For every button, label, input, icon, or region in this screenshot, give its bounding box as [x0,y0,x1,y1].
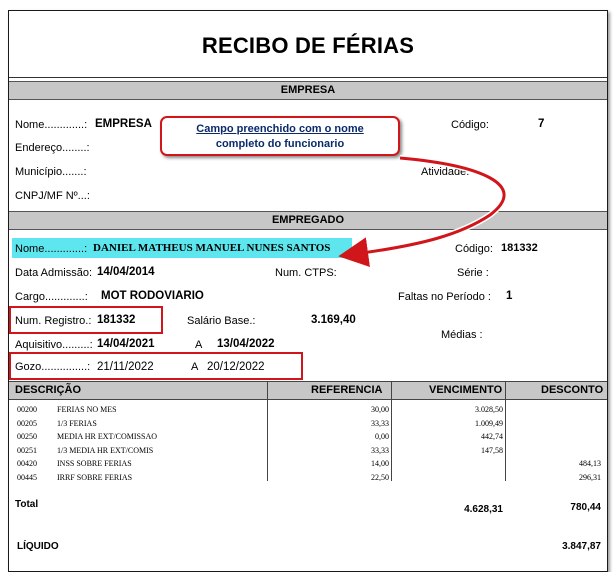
empresa-section-header: EMPRESA [9,81,607,100]
header-vencimento: VENCIMENTO [429,384,503,396]
row-vencimento: 147,58 [481,445,503,455]
row-code: 00445 [17,472,37,482]
medias-label: Médias : [441,329,483,341]
ctps-label: Num. CTPS: [275,267,337,279]
document-title: RECIBO DE FÉRIAS [201,33,415,58]
empresa-nome-value: EMPRESA [95,118,152,130]
aquisitivo-end: 13/04/2022 [217,338,275,350]
gozo-end: 20/12/2022 [207,361,265,373]
empregado-nome-label: Nome.............: [15,243,88,255]
row-referencia: 22,50 [371,472,389,482]
empresa-atividade-label: Atividade: [421,166,470,178]
row-referencia: 14,00 [371,459,389,468]
admissao-label: Data Admissão: [15,267,93,279]
header-desconto: DESCONTO [541,384,604,396]
row-desconto: 484,13 [579,459,601,468]
faltas-label: Faltas no Período : [398,291,491,303]
faltas-value: 1 [506,290,513,302]
callout-line-1: Campo preenchido com o nome [196,123,364,135]
row-referencia: 0,00 [375,432,389,441]
row-referencia: 33,33 [371,418,389,428]
row-code: 00420 [17,459,37,468]
total-label: Total [15,499,39,510]
row-code: 00251 [17,445,37,455]
cargo-label: Cargo.............: [15,291,88,303]
empregado-section-header: EMPREGADO [9,211,607,230]
row-code: 00200 [17,405,37,414]
empresa-codigo-label: Código: [451,119,489,131]
empresa-municipio-label: Município.......: [15,166,87,178]
salario-label: Salário Base.: [187,315,256,327]
aquisitivo-label: Aquisitivo.........: [15,339,93,351]
empresa-codigo-value: 7 [538,118,545,130]
liquido-value: 3.847,87 [562,541,601,552]
row-vencimento: 442,74 [481,432,503,441]
gozo-start: 21/11/2022 [97,361,154,373]
registro-label: Num. Registro.: [15,315,92,327]
empresa-nome-label: Nome.............: [15,119,88,131]
empregado-codigo-value: 181332 [501,242,538,254]
row-referencia: 30,00 [371,405,389,414]
gozo-label: Gozo...............: [15,361,91,373]
gozo-a-label: A [191,361,199,373]
row-code: 00250 [17,432,37,441]
aquisitivo-start: 14/04/2021 [97,338,155,350]
row-referencia: 33,33 [371,445,389,455]
header-referencia: REFERENCIA [311,384,383,396]
aquisitivo-a-label: A [195,339,203,351]
row-description: 1/3 FERIAS [57,418,97,428]
empresa-cnpj-label: CNPJ/MF Nº...: [15,190,90,202]
header-descricao: DESCRIÇÃO [15,384,82,396]
row-vencimento: 3.028,50 [475,405,503,414]
row-desconto: 296,31 [579,472,601,482]
row-description: 1/3 MEDIA HR EXT/COMIS [57,445,154,455]
liquido-label: LÍQUIDO [17,541,59,552]
row-description: FERIAS NO MES [57,405,117,414]
row-vencimento: 1.009,49 [475,418,503,428]
empresa-endereco-label: Endereço........: [15,142,90,154]
row-description: INSS SOBRE FERIAS [57,459,132,468]
empregado-codigo-label: Código: [455,243,493,255]
row-code: 00205 [17,418,37,428]
total-vencimento: 4.628,31 [464,504,503,515]
admissao-value: 14/04/2014 [97,266,155,278]
serie-label: Série : [457,267,489,279]
empregado-nome-value: DANIEL MATHEUS MANUEL NUNES SANTOS [93,242,331,254]
callout-line-2: completo do funcionario [215,138,345,150]
registro-value: 181332 [97,314,136,326]
salario-value: 3.169,40 [311,314,356,326]
total-desconto: 780,44 [570,502,601,513]
row-description: IRRF SOBRE FERIAS [57,472,133,482]
cargo-value: MOT RODOVIARIO [101,290,204,302]
row-description: MEDIA HR EXT/COMISSAO [57,432,158,441]
